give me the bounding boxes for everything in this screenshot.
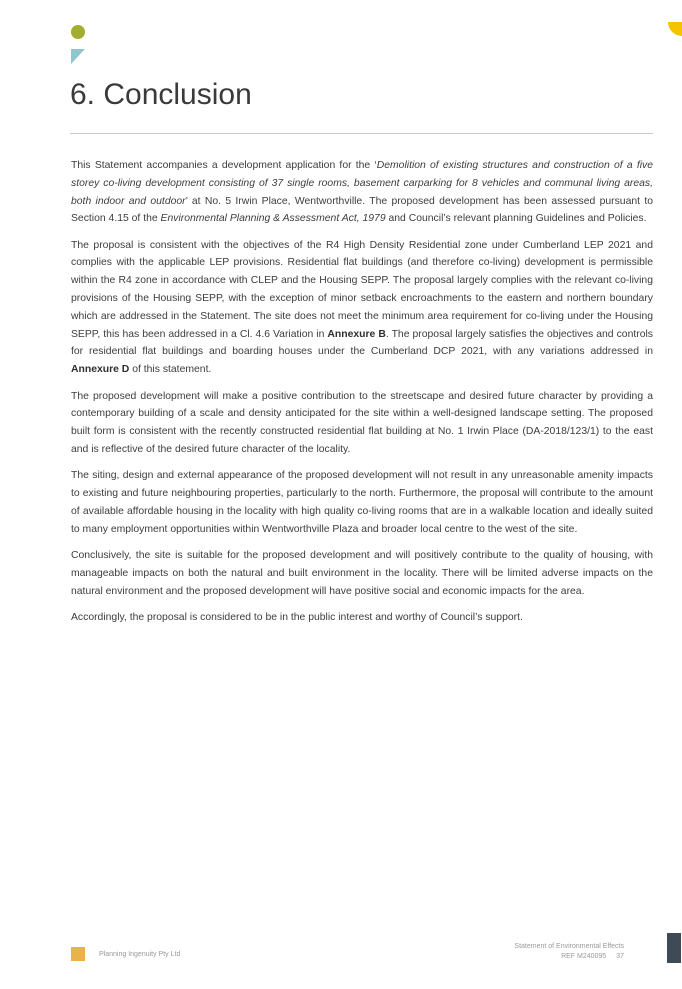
- paragraph-1: [71, 157, 653, 228]
- act-title: Environmental Planning & Assessment Act, 1979: [160, 213, 386, 225]
- footer-doc-info: [514, 942, 624, 962]
- page-title: 6. Conclusion: [70, 78, 252, 111]
- footer-doc-title: Statement of Environmental Effects: [514, 943, 624, 950]
- annexure-b-ref: Annexure B: [327, 328, 386, 340]
- paragraph-1-text: This Statement accompanies a development application for the ‘: [71, 160, 377, 171]
- footer-ref-line: [514, 952, 624, 962]
- body-text: [71, 157, 653, 635]
- annexure-d-ref: Annexure D: [71, 364, 130, 376]
- paragraph-4: The siting, design and external appearance of the proposed development will not result in any unreasonable amenity impacts to existing and future neighbouring properties, particularly to the north. Furthermore, the proposal will contribute to the amount of available affordable housing in the locality with high quality co-living rooms that are in a walkable location and ideally suited to many employment opportunities within Wentworthville Plaza and broader local centre to the west of the site.: [71, 470, 653, 535]
- company-logo-icon: [71, 947, 85, 961]
- paragraph-2-text: The proposal is consistent with the objectives of the R4 High Density Residential zone under Cumberland LEP 2021 and complies with the applicable LEP provisions. Residential flat buildings (and therefore co-living) development is permissible within the R4 zone in accordance with CLEP and the Housing SEPP. The proposal largely complies with the relevant co-living provisions of the Housing SEPP, with the exception of minor setback encroachments to the eastern and northern boundary which are addressed in the Statement. The site does not meet the minimum area requirement for co-living under the Housing SEPP, this has been addressed in a Cl. 4.6 Variation in: [71, 239, 653, 340]
- page-number: 37: [616, 953, 624, 960]
- paragraph-1-text-2: ’ at No. 5 Irwin Place, Wentworthville. The proposed development has been assessed pursuant to Section 4.15 of the: [71, 195, 653, 225]
- paragraph-3: The proposed development will make a positive contribution to the streetscape and desired future character by providing a contemporary building of a scale and density anticipated for the site within a well-designed landscape setting. The proposed built form is consistent with the recently constructed residential flat building at No. 1 Irwin Place (DA-2018/123/1) to the east and is reflective of the desired future character of the locality.: [71, 390, 653, 455]
- title-divider: [70, 133, 653, 134]
- green-circle-icon: [71, 25, 85, 39]
- paragraph-2-text-2: . The proposal largely satisfies the objectives and controls for residential flat buildings and boarding houses under the Cumberland DCP 2021, with any variations addressed in: [71, 328, 653, 358]
- footer-bar: [667, 933, 681, 963]
- proposal-description: Demolition of existing structures and construction of a five storey co-living development consisting of 37 single rooms, basement carparking for 8 vehicles and communal living areas, both indoor and outdoor: [71, 160, 653, 207]
- paragraph-1-text-3: and Council’s relevant planning Guidelines and Policies.: [385, 213, 647, 225]
- yellow-corner-icon: [668, 22, 682, 36]
- paragraph-5: Conclusively, the site is suitable for the proposed development and will positively contribute to the quality of housing, with manageable impacts on both the natural and built environment in the locality. There will be limited adverse impacts on the natural environment and the proposed development will have positive social and economic impacts for the area.: [71, 549, 653, 597]
- paragraph-2: [71, 237, 653, 379]
- footer-company: Planning Ingenuity Pty Ltd: [99, 951, 181, 958]
- paragraph-2-text-3: of this statement.: [129, 364, 212, 376]
- footer-ref: REF M240095: [561, 953, 607, 960]
- teal-triangle-icon: [71, 49, 85, 64]
- paragraph-6: Accordingly, the proposal is considered to be in the public interest and worthy of Council’s support.: [71, 611, 523, 623]
